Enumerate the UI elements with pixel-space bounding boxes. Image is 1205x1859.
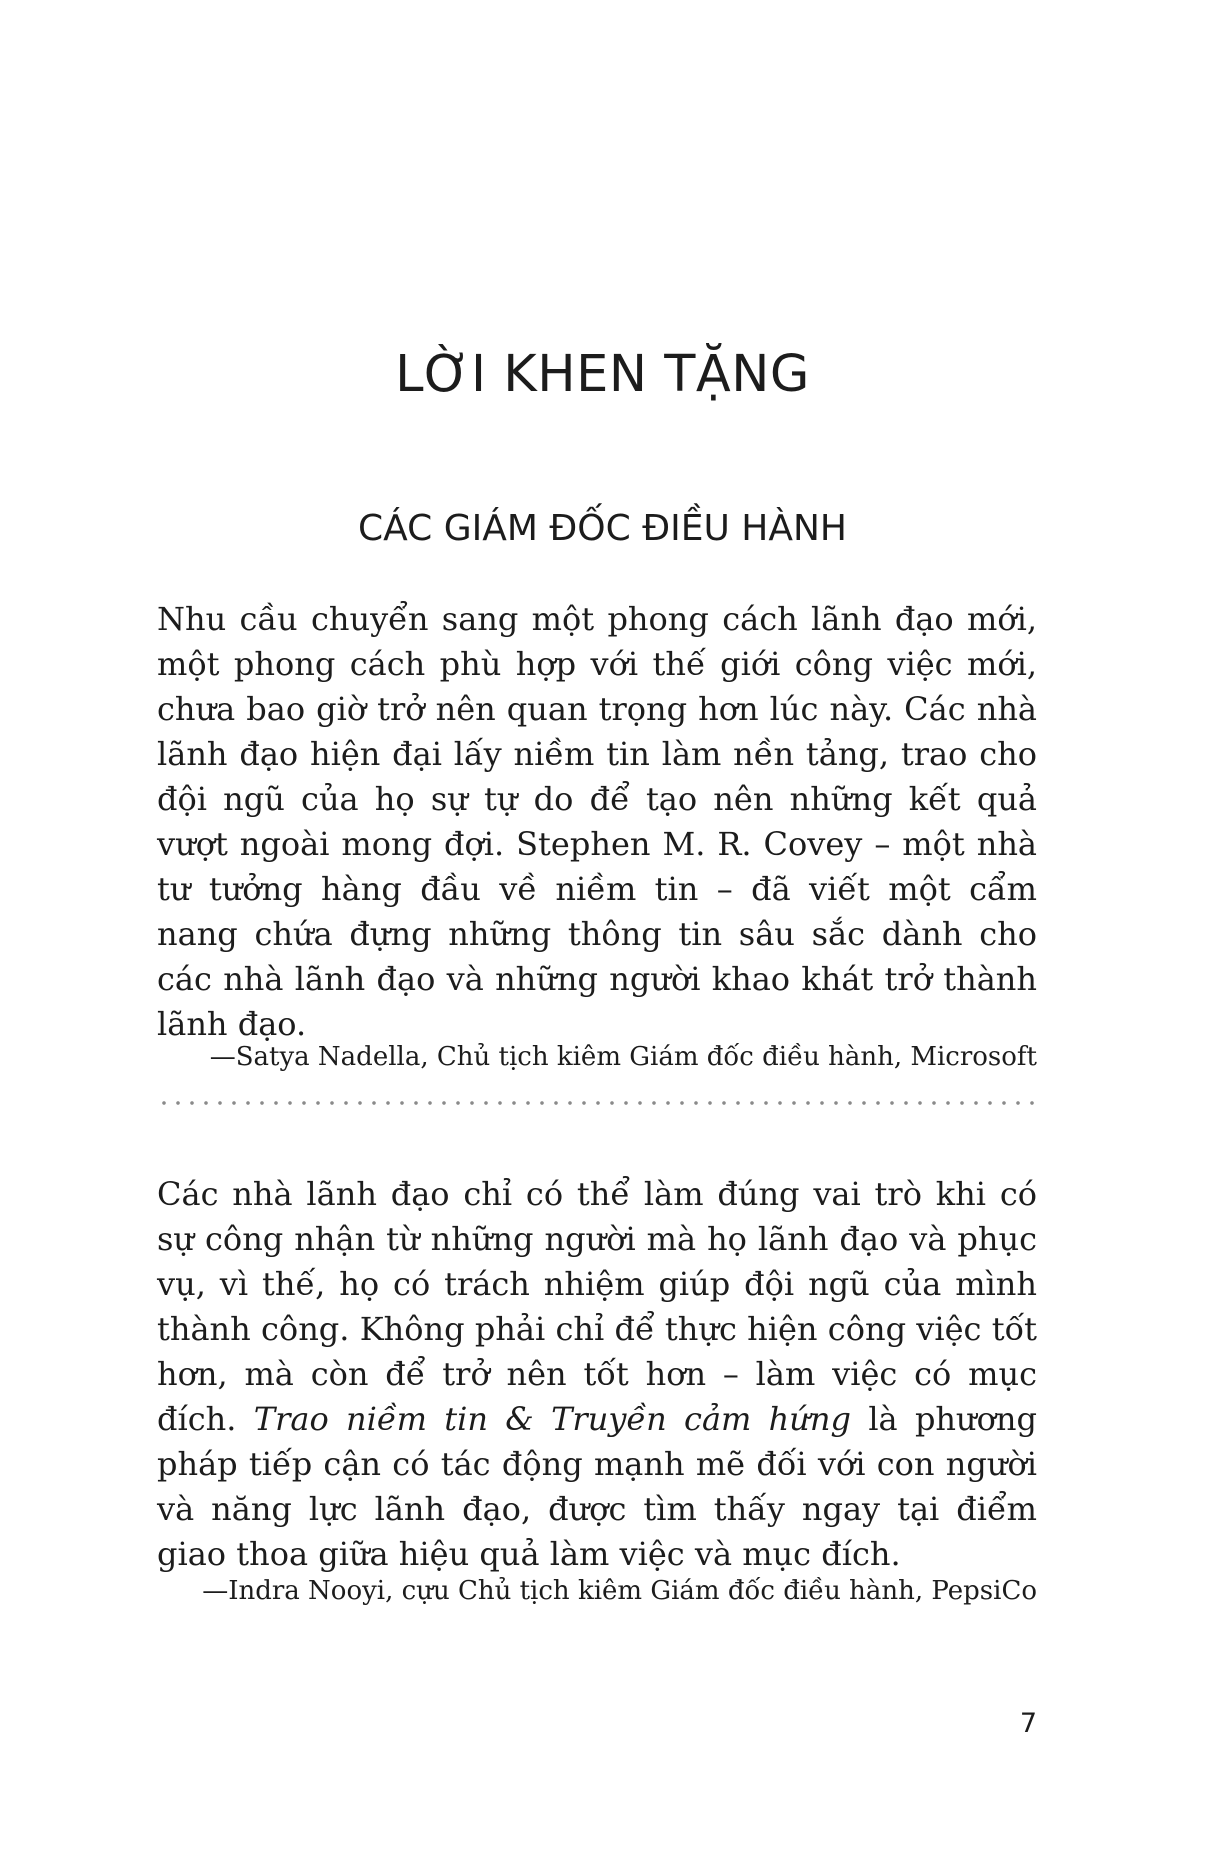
book-title: Trao niềm tin & Truyền cảm hứng	[253, 1400, 851, 1438]
quote-text-2-after: là phương pháp tiếp cận có tác động mạnh mẽ đối với con người và năng lực lãnh đạo, được tìm thấy ngay tại điểm giao thoa giữa hiệu quả làm việc và mục đích.	[157, 1400, 1038, 1573]
quote-text-1: Nhu cầu chuyển sang một phong cách lãnh đạo mới, một phong cách phù hợp với thế giới công việc mới, chưa bao giờ trở nên quan trọng hơn lúc này. Các nhà lãnh đạo hiện đại lấy niềm tin làm nền tảng, trao cho đội ngũ của họ sự tự do để tạo nên những kết quả vượt ngoài mong đợi. Stephen M. R. Covey – một nhà tư tưởng hàng đầu về niềm tin – đã viết một cẩm nang chứa đựng những thông tin sâu sắc dành cho các nhà lãnh đạo và những người khao khát trở thành lãnh đạo.	[157, 600, 1037, 1043]
section-heading: CÁC GIÁM ĐỐC ĐIỀU HÀNH	[358, 508, 847, 549]
dotted-divider	[157, 1100, 1037, 1106]
page-number: 7	[1019, 1708, 1037, 1739]
quote-attribution-1: —Satya Nadella, Chủ tịch kiêm Giám đốc điều hành, Microsoft	[209, 1042, 1037, 1072]
quote-attribution-2: —Indra Nooyi, cựu Chủ tịch kiêm Giám đốc điều hành, PepsiCo	[202, 1576, 1037, 1606]
quote-text-2	[157, 1172, 1037, 1577]
page-title: LỜI KHEN TẶNG	[395, 345, 810, 404]
quote-text-2-before: Các nhà lãnh đạo chỉ có thể làm đúng vai trò khi có sự công nhận từ những người mà họ lãnh đạo và phục vụ, vì thế, họ có trách nhiệm giúp đội ngũ của mình thành công. Không phải chỉ để thực hiện công việc tốt hơn, mà còn để trở nên tốt hơn – làm việc có mục đích.	[157, 1175, 1037, 1438]
